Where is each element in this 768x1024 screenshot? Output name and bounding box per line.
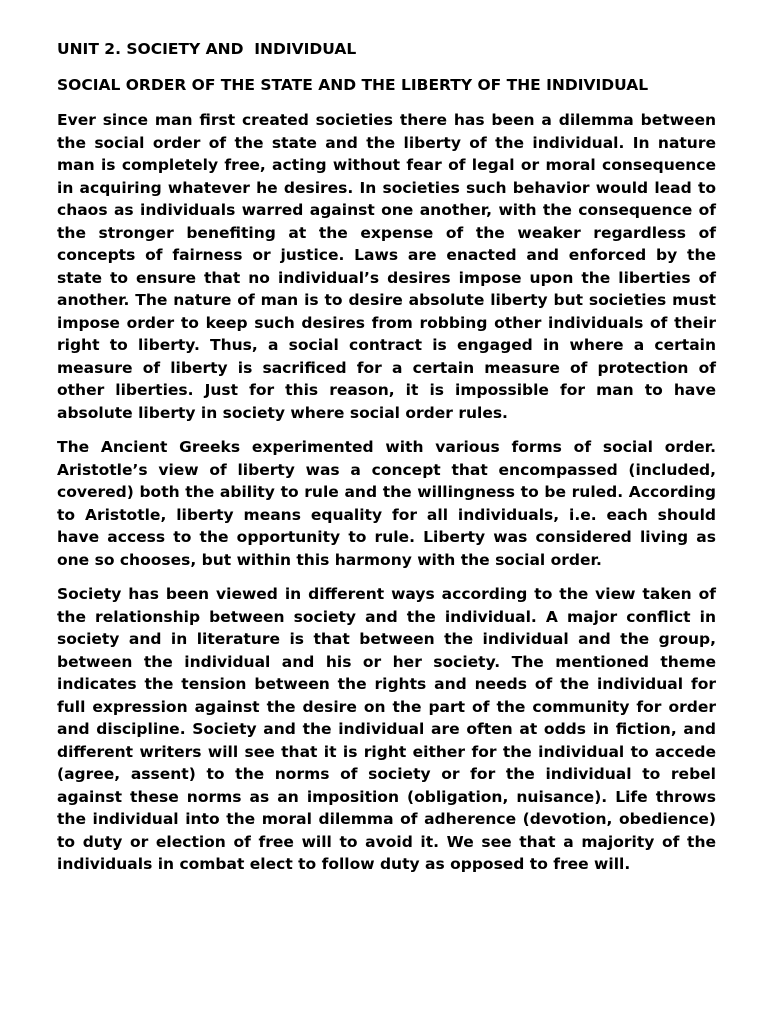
section-title: SOCIAL ORDER OF THE STATE AND THE LIBERTY OF THE INDIVIDUAL	[57, 75, 649, 94]
document-page	[57, 38, 716, 888]
paragraph-3: Society has been viewed in different ways according to the view taken of the relationship between society and the individual. A major conflict in society and in literature is that between the individual and the group, between the individual and his or her society. The mentioned theme indicates the tension between the rights and needs of the individual for full expression against the desire on the part of the community for order and discipline. Society and the individual are often at odds in fiction, and different writers will see that it is right either for the individual to accede (agree, assent) to the norms of society or for the individual to rebel against these norms as an imposition (obligation, nuisance). Life throws the individual into the moral dilemma of adherence (devotion, obedience) to duty or election of free will to avoid it. We see that a majority of the individuals in combat elect to follow duty as opposed to free will.	[57, 585, 716, 873]
paragraph-2: The Ancient Greeks experimented with various forms of social order. Aristotle’s view of liberty was a concept that encompassed (included, covered) both the ability to rule and the willingness to be ruled. According to Aristotle, liberty means equality for all individuals, i.e. each should have access to the opportunity to rule. Liberty was considered living as one so chooses, but within this harmony with the social order.	[57, 438, 716, 569]
paragraph-1: Ever since man first created societies there has been a dilemma between the social order of the state and the liberty of the individual. In nature man is completely free, acting without fear of legal or moral consequence in acquiring whatever he desires. In societies such behavior would lead to chaos as individuals warred against one another, with the consequence of the stronger benefiting at the expense of the weaker regardless of concepts of fairness or justice. Laws are enacted and enforced by the state to ensure that no individual’s desires impose upon the liberties of another. The nature of man is to desire absolute liberty but societies must impose order to keep such desires from robbing other individuals of their right to liberty. Thus, a social contract is engaged in where a certain measure of liberty is sacrificed for a certain measure of protection of other liberties. Just for this reason, it is impossible for man to have absolute liberty in society where social order rules.	[57, 111, 716, 422]
unit-title: UNIT 2. SOCIETY AND INDIVIDUAL	[57, 40, 357, 58]
